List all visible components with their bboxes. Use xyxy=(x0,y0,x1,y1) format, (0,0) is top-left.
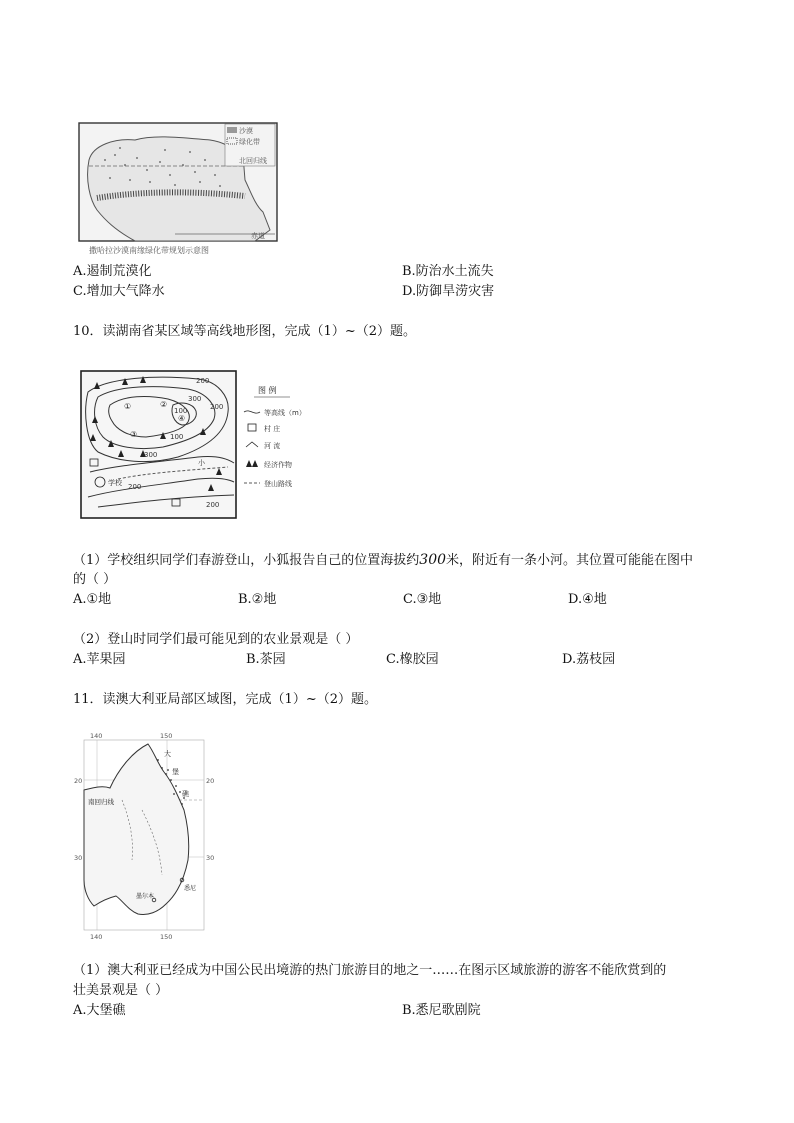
q11-sub1-line2: 壮美景观是（ ） xyxy=(73,983,169,998)
q10-sub2-option-d[interactable]: D.荔枝园 xyxy=(562,652,616,667)
lon-150-bottom: 150 xyxy=(160,933,173,941)
contour-100a: 100 xyxy=(174,407,188,415)
lon-140-bottom: 140 xyxy=(90,933,103,941)
hunan-contour-map xyxy=(78,367,328,522)
q10-sub1-line2: 的（ ） xyxy=(73,572,117,587)
q10-sub1-text-after: 米，附近有一条小河。其位置可能能在图中 xyxy=(446,553,694,568)
marker-2: ② xyxy=(160,400,168,409)
legend-contour: 等高线（m） xyxy=(264,409,306,417)
river-label: 小 xyxy=(198,459,205,467)
q10-sub1-text-before: （1）学校组织同学们春游登山，小狐报告自己的位置海拔约 xyxy=(73,553,420,568)
map-caption: 撒哈拉沙漠南缘绿化带规划示意图 xyxy=(89,246,209,255)
marker-4: ④ xyxy=(178,414,186,423)
lat-20-right: 20 xyxy=(206,777,215,785)
legend-tropic: 北回归线 xyxy=(239,157,267,165)
contour-300: 300 xyxy=(188,395,202,403)
reef-label-1: 大 xyxy=(164,750,171,758)
school-label: 学校 xyxy=(108,479,122,487)
marker-1: ① xyxy=(124,402,132,411)
q10-sub1-option-c[interactable]: C.③地 xyxy=(403,592,442,607)
q11-stem: 11．读澳大利亚局部区域图，完成（1）~（2）题。 xyxy=(73,692,377,707)
legend-title: 图 例 xyxy=(258,386,277,395)
q9-option-c[interactable]: C.增加大气降水 xyxy=(73,284,165,299)
q10-sub2-option-a[interactable]: A.苹果园 xyxy=(73,652,126,667)
q9-option-a[interactable]: A.遏制荒漠化 xyxy=(73,264,152,279)
lat-30-left: 30 xyxy=(74,854,83,862)
q9-option-d[interactable]: D.防御旱涝灾害 xyxy=(402,284,495,299)
q10-sub2-option-b[interactable]: B.茶园 xyxy=(246,652,286,667)
legend-river: 河 流 xyxy=(264,442,281,450)
contour-200c: 200 xyxy=(128,483,142,491)
reef-label-2: 堡 xyxy=(172,768,179,776)
label-melbourne: 墨尔本 xyxy=(136,893,155,900)
legend-trail: 登山路线 xyxy=(264,480,292,488)
q10-stem: 10．读湖南省某区域等高线地形图，完成（1）~（2）题。 xyxy=(73,324,416,339)
legend-desert: 沙漠 xyxy=(239,127,253,135)
lon-140-top: 140 xyxy=(90,732,103,740)
q10-sub1-option-a[interactable]: A.①地 xyxy=(73,592,112,607)
q10-sub1-line1 xyxy=(73,551,693,570)
contour-200d: 200 xyxy=(206,501,220,509)
q11-sub1-line1: （1）澳大利亚已经成为中国公民出境游的热门旅游目的地之一……在图示区域旅游的游客不能欣赏到的 xyxy=(73,963,667,978)
q10-sub1-value: 300 xyxy=(419,552,447,568)
desert-legend-swatch xyxy=(227,127,237,133)
legend-crop: 经济作物 xyxy=(264,461,292,469)
contour-200b: 200 xyxy=(210,403,224,411)
q11-sub1-option-b[interactable]: B.悉尼歌剧院 xyxy=(402,1003,481,1018)
lat-30-right: 30 xyxy=(206,854,215,862)
label-equator: 赤道 xyxy=(251,232,265,240)
q10-sub2-option-c[interactable]: C.橡胶园 xyxy=(386,652,439,667)
legend-greenbelt: 绿化带 xyxy=(239,138,260,146)
q10-sub1-option-b[interactable]: B.②地 xyxy=(238,592,277,607)
marker-3: ③ xyxy=(130,430,138,439)
contour-200: 200 xyxy=(196,377,210,385)
contour-300b: 300 xyxy=(144,451,158,459)
legend-village: 村 庄 xyxy=(264,425,281,433)
label-tropic-capricorn: 南回归线 xyxy=(88,798,114,806)
australia-region-map xyxy=(72,730,222,942)
label-sydney: 悉尼 xyxy=(184,885,197,892)
sahara-greenbelt-map xyxy=(75,120,280,260)
reef-label-3: 礁 xyxy=(182,790,189,798)
q9-option-b[interactable]: B.防治水土流失 xyxy=(402,264,494,279)
q10-sub2-text: （2）登山时同学们最可能见到的农业景观是（ ） xyxy=(73,632,359,647)
lon-150-top: 150 xyxy=(160,732,173,740)
q11-sub1-option-a[interactable]: A.大堡礁 xyxy=(73,1003,126,1018)
contour-100b: 100 xyxy=(170,433,184,441)
q10-sub1-option-d[interactable]: D.④地 xyxy=(568,592,607,607)
lat-20-left: 20 xyxy=(74,777,83,785)
